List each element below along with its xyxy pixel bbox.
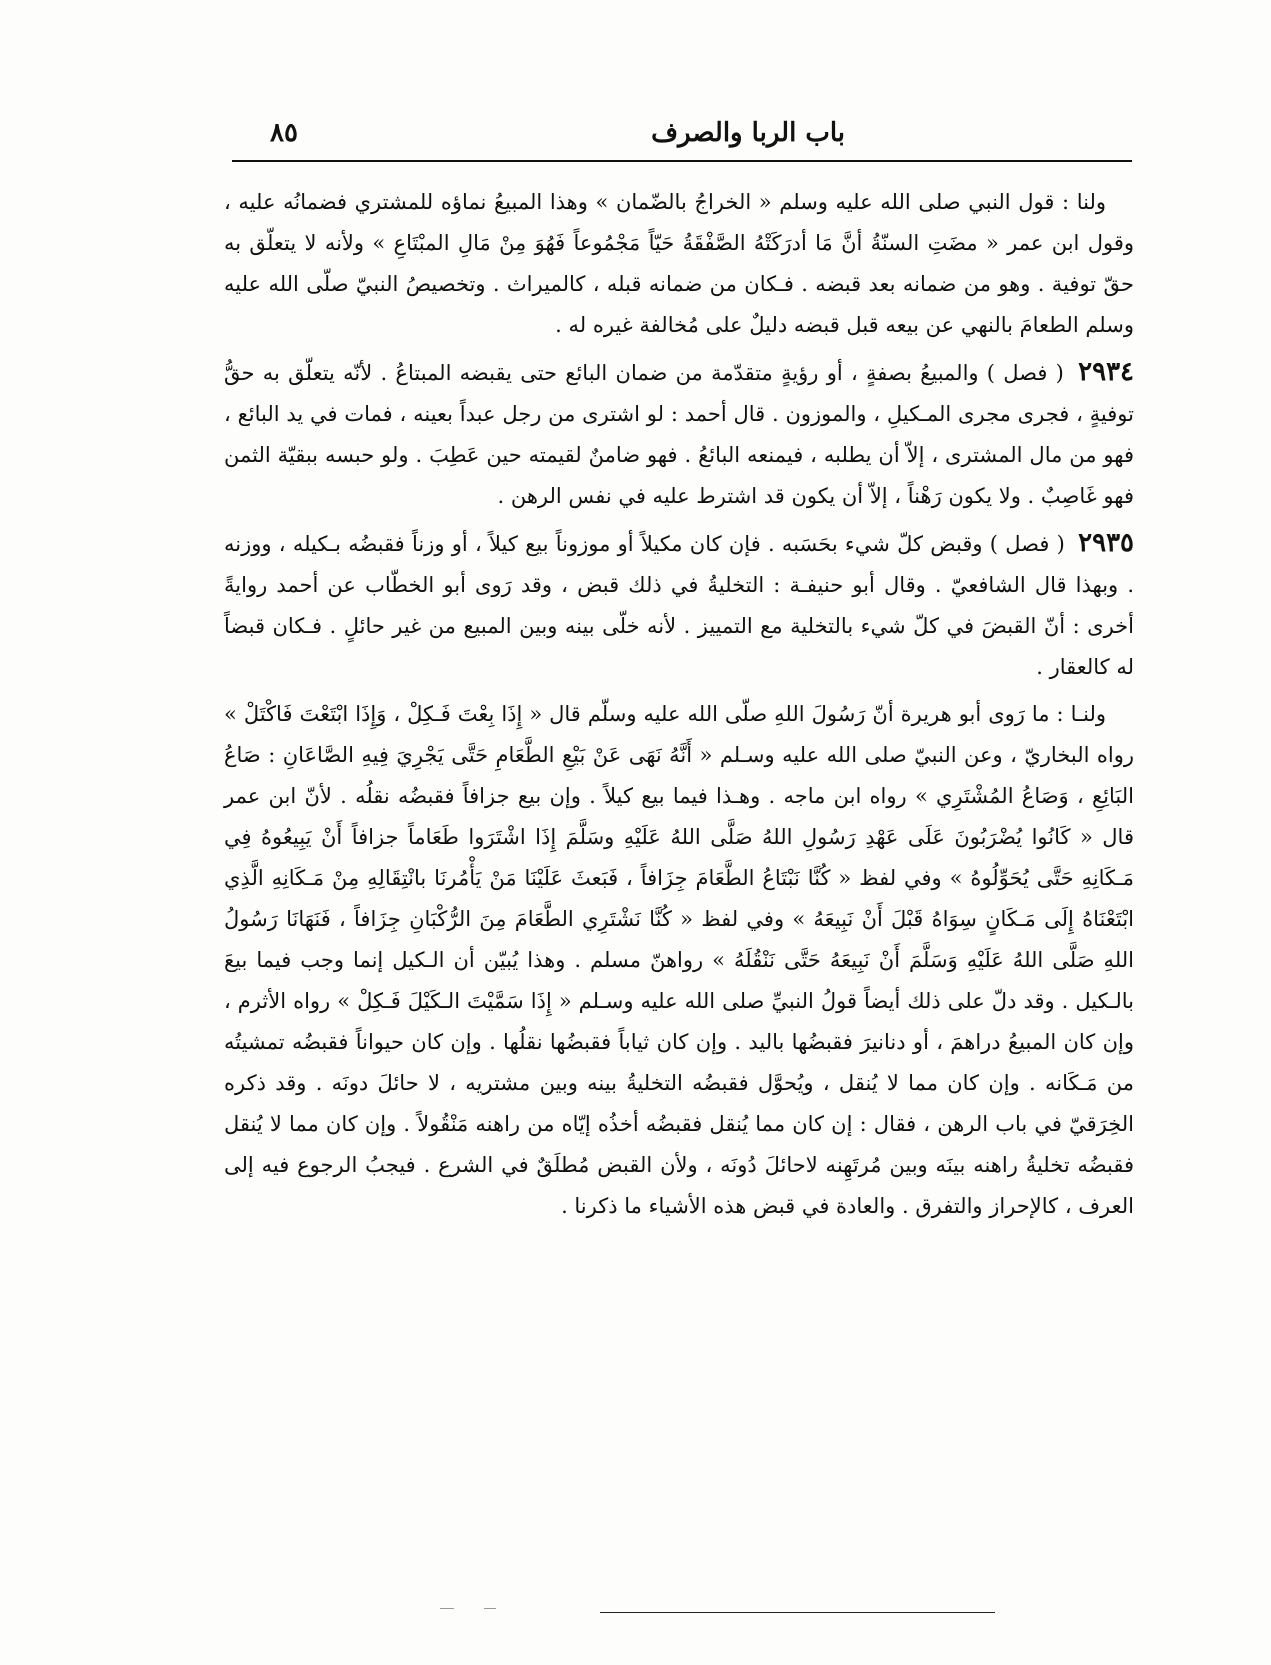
paragraph bbox=[224, 694, 1134, 1227]
section-number: ٢٩٣٥ bbox=[1078, 528, 1134, 558]
footer-mark bbox=[440, 1608, 454, 1609]
paragraph-text: ولنا : قول النبي صلى الله عليه وسلم « الخراجُ بالضّمان » وهذا المبيعُ نماؤه للمشتري فضمانُه عليه ، وقول ابن عمر « مضَتِ السنّةُ أنَّ مَا أدرَكَتْهُ الصَّفْقَةُ حَيّاً مَجْمُوعاً فَهُوَ مِنْ مَالِ المبْتَاعِ » ولأنه لا يتعلّق به حقّ توفية . وهو من ضمانه بعد قبضه . فـكان من ضمانه قبله ، كالميراث . وتخصيصُ النبيّ صلّى الله عليه وسلم الطعامَ بالنهي عن بيعه قبل قبضه دليلٌ على مُخالفة غيره له . bbox=[224, 190, 1134, 337]
page-number: ٨٥ bbox=[270, 118, 298, 148]
paragraph-text: ولنـا : ما رَوى أبو هريرة أنّ رَسُولَ اللهِ صلّى الله عليه وسلّم قال « إِذَا بِعْتَ فَـكِلْ ، وَإِذَا ابْتَعْتَ فَاكْتَلْ » رواه البخاريّ ، وعن النبيّ صلى الله عليه وسـلم « أَنَّهُ نَهَى عَنْ بَيْعِ الطَّعَامِ حَتَّى يَجْرِيَ فِيهِ الصَّاعَانِ : صَاعُ البَائِعِ ، وَصَاعُ المُشْتَرِي » رواه ابن ماجه . وهـذا فيما بيع كيلاً . وإن بيع جزافاً فقبضُه نقلُه . لأنّ ابن عمر قال « كَانُوا يُضْرَبُونَ عَلَى عَهْدِ رَسُولِ اللهُ صَلَّى اللهُ عَلَيْهِ وسَلَّمَ إِذَا اشْتَرَوا طَعَاماً جزافاً أَنْ يَبِيعُوهُ فِي مَـكَانِهِ حَتَّى يُحَوِّلُوهُ » وفي لفظ « كُنَّا نَبْتَاعُ الطَّعَامَ جِزَافاً ، فَبَعثَ عَلَيْنَا مَنْ يَأْمُرنَا بانْتِقَالِهِ مِنْ مَـكَانِهِ الَّذِي ابْتَعْنَاهُ إِلَى مَـكَانٍ سِوَاهُ قَبْلَ أَنْ نَبِيعَهُ » وفي لفظ « كُنَّا نَشْتَرِي الطَّعَامَ مِنَ الرُّكْبَانِ جِزَافاً ، فَنَهَانَا رَسُولُ اللهِ صَلَّى اللهُ عَلَيْهِ وَسَلَّمَ أَنْ نَبِيعَهُ حَتَّى نَنْقُلَهُ » رواهنّ مسلم . وهذا يُبيّن أن الـكيل إنما وجب فيما بيعَ بالـكيل . وقد دلّ على ذلك أيضاً قولُ النبيِّ صلى الله عليه وسـلم « إِذَا سَمَّيْتَ الـكَيْلَ فَـكِلْ » رواه الأثرم ، وإن كان المبيعُ دراهمَ ، أو دنانيرَ فقبضُها باليد . وإن كان ثياباً فقبضُها نقلُها . وإن كان حيواناً فقبضُه تمشيتُه من مَـكَانه . وإن كان مما لا يُنقل ، ويُحوَّل فقبضُه التخليةُ بينه وبين مشتريه ، لا حائلَ دونَه . وقد ذكره الخِرَقيّ في باب الرهن ، فقال : إن كان مما يُنقل فقبضُه أخذُه إيّاه من راهنه مَنْقُولاً . وإن كان مما لا يُنقل فقبضُه تخليةُ راهنه بينَه وبين مُرتَهِنه لاحائلَ دُونَه ، ولأن القبض مُطلَقٌ في الشرع . فيجبُ الرجوع فيه إلى العرف ، كالإحراز والتفرق . والعادة في قبض هذه الأشياء ما ذكرنا . bbox=[224, 702, 1135, 1218]
footer-mark bbox=[484, 1608, 496, 1609]
footer-rule bbox=[600, 1612, 995, 1613]
chapter-title: باب الربا والصرف bbox=[651, 118, 845, 148]
section-number: ٢٩٣٤ bbox=[1078, 357, 1134, 387]
page-header bbox=[250, 118, 1130, 158]
paragraph-text: ( فصل ) وقبض كلّ شيء بحَسَبه . فإن كان مكيلاً أو موزوناً بيع كيلاً ، أو وزناً فقبضُه بـكيله ، ووزنه . وبهذا قال الشافعيّ . وقال أبو حنيفـة : التخليةُ في ذلك قبض ، وقد رَوى أبو الخطّاب عن أحمد روايةً أخرى : أنّ القبضَ في كلّ شيء بالتخلية مع التمييز . لأنه خلّى بينه وبين المبيع من غير حائلٍ . فـكان قبضاً له كالعقار . bbox=[224, 532, 1134, 679]
paragraph-text: ( فصل ) والمبيعُ بصفةٍ ، أو رؤيةٍ متقدّمة من ضمان البائع حتى يقبضه المبتاعُ . لأنّه يتعلّق به حقُّ توفيةٍ ، فجرى مجرى المـكيلِ ، والموزون . قال أحمد : لو اشترى من رجل عبداً بعينه ، فمات في يد البائع ، فهو من مال المشترى ، إلاّ أن يطلبه ، فيمنعه البائعُ . فهو ضامنٌ لقيمته حين عَطِبَ . ولو حبسه ببقيّة الثمن فهو غَاصِبٌ . ولا يكون رَهْناً ، إلاّ أن يكون قد اشترط عليه في نفس الرهن . bbox=[224, 361, 1134, 508]
header-rule bbox=[232, 160, 1132, 162]
paragraph bbox=[224, 352, 1134, 517]
paragraph bbox=[224, 182, 1134, 346]
paragraph bbox=[224, 523, 1134, 688]
main-text bbox=[224, 182, 1134, 1227]
